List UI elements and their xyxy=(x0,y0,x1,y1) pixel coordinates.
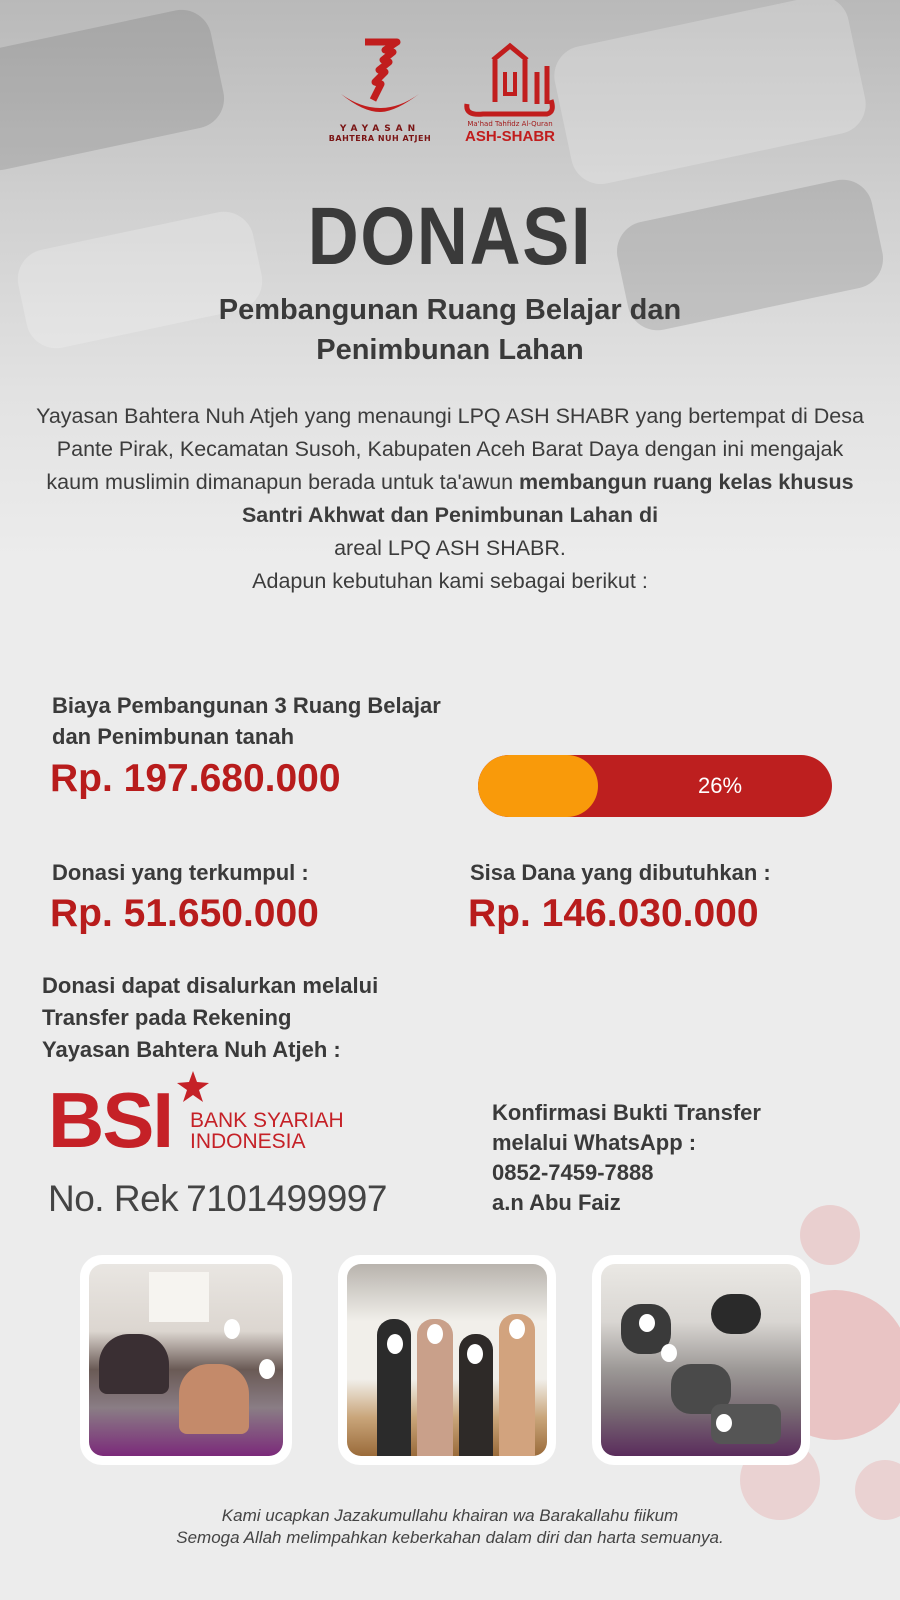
bank-name-line: BANK SYARIAH xyxy=(190,1109,344,1132)
subtitle-line: Pembangunan Ruang Belajar dan xyxy=(218,294,682,326)
logo-sub-text: Ma'had Tahfidz Al-Quran xyxy=(467,120,553,128)
cost-label-line: dan Penimbunan tanah xyxy=(52,724,295,749)
account-number xyxy=(48,1178,395,1220)
ash-shabr-logo xyxy=(445,42,575,162)
footer-line: Semoga Allah melimpahkan keberkahan dalam diri dan harta semuanya. xyxy=(176,1528,724,1547)
bsi-logo xyxy=(48,1076,388,1170)
footer-line: Kami ucapkan Jazakumullahu khairan wa Barakallahu fiikum xyxy=(221,1506,679,1525)
cost-label-line: Biaya Pembangunan 3 Ruang Belajar xyxy=(52,693,441,718)
footer-message xyxy=(0,1505,900,1549)
donation-progress-bar xyxy=(478,755,832,817)
description xyxy=(30,400,870,598)
progress-label: 26% xyxy=(697,773,743,798)
photo-classroom-1 xyxy=(80,1255,292,1465)
logo-row xyxy=(0,38,900,158)
cost-value: Rp. 197.680.000 xyxy=(50,757,341,800)
bank-name-line: INDONESIA xyxy=(190,1130,306,1153)
confirm-line: Konfirmasi Bukti Transfer xyxy=(492,1100,761,1125)
confirm-line: melalui WhatsApp : xyxy=(492,1130,697,1155)
photo-image xyxy=(601,1264,801,1456)
transfer-line: Donasi dapat disalurkan melalui xyxy=(42,973,379,998)
description-text: Yayasan Bahtera Nuh Atjeh yang menaungi LPQ ASH SHABR yang bertempat di Desa Pante Pirak, Kecamatan Susoh, Kabupaten Aceh Barat Daya dengan ini mengajak kaum muslimin dimanapun berada untuk ta'awun xyxy=(36,404,864,494)
page-title: DONASI xyxy=(307,191,593,282)
photo-classroom-2 xyxy=(592,1255,810,1465)
transfer-line: Transfer pada Rekening xyxy=(42,1005,292,1030)
calligraphy-icon xyxy=(455,42,565,118)
photo-image xyxy=(347,1264,547,1456)
confirmation-info xyxy=(492,1098,872,1218)
description-text: areal LPQ ASH SHABR. xyxy=(334,536,566,560)
bank-name xyxy=(190,1110,390,1152)
collected-value: Rp. 51.650.000 xyxy=(50,892,319,935)
description-text: Adapun kebutuhan kami sebagai berikut : xyxy=(252,569,648,593)
logo-yayasan-text: YAYASAN xyxy=(339,124,421,134)
photo-image xyxy=(89,1264,283,1456)
transfer-info xyxy=(42,970,602,1066)
description-highlight: membangun ruang kelas khusus Santri Akhwat dan Penimbunan Lahan di xyxy=(241,470,854,527)
remaining-value: Rp. 146.030.000 xyxy=(468,892,759,935)
ship-icon xyxy=(335,38,425,122)
progress-fill xyxy=(478,755,598,817)
logo-name-text: ASH-SHABR xyxy=(465,128,555,145)
transfer-line: Yayasan Bahtera Nuh Atjeh : xyxy=(42,1037,341,1062)
page-subtitle xyxy=(100,290,800,370)
yayasan-logo xyxy=(325,38,435,158)
remaining-label: Sisa Dana yang dibutuhkan : xyxy=(470,860,771,885)
cost-label xyxy=(52,690,612,752)
account-number-value: 7101499997 xyxy=(186,1178,387,1219)
star-icon xyxy=(176,1070,210,1104)
bsi-logo-text: BSI xyxy=(48,1076,173,1164)
contact-name: a.n Abu Faiz xyxy=(492,1190,621,1215)
whatsapp-number: 0852-7459-7888 xyxy=(492,1160,654,1185)
photo-students-group xyxy=(338,1255,556,1465)
account-label: No. Rek xyxy=(48,1178,179,1219)
collected-label: Donasi yang terkumpul : xyxy=(52,860,309,885)
subtitle-line: Penimbunan Lahan xyxy=(316,334,584,366)
logo-name-text: BAHTERA NUH ATJEH xyxy=(328,134,432,143)
